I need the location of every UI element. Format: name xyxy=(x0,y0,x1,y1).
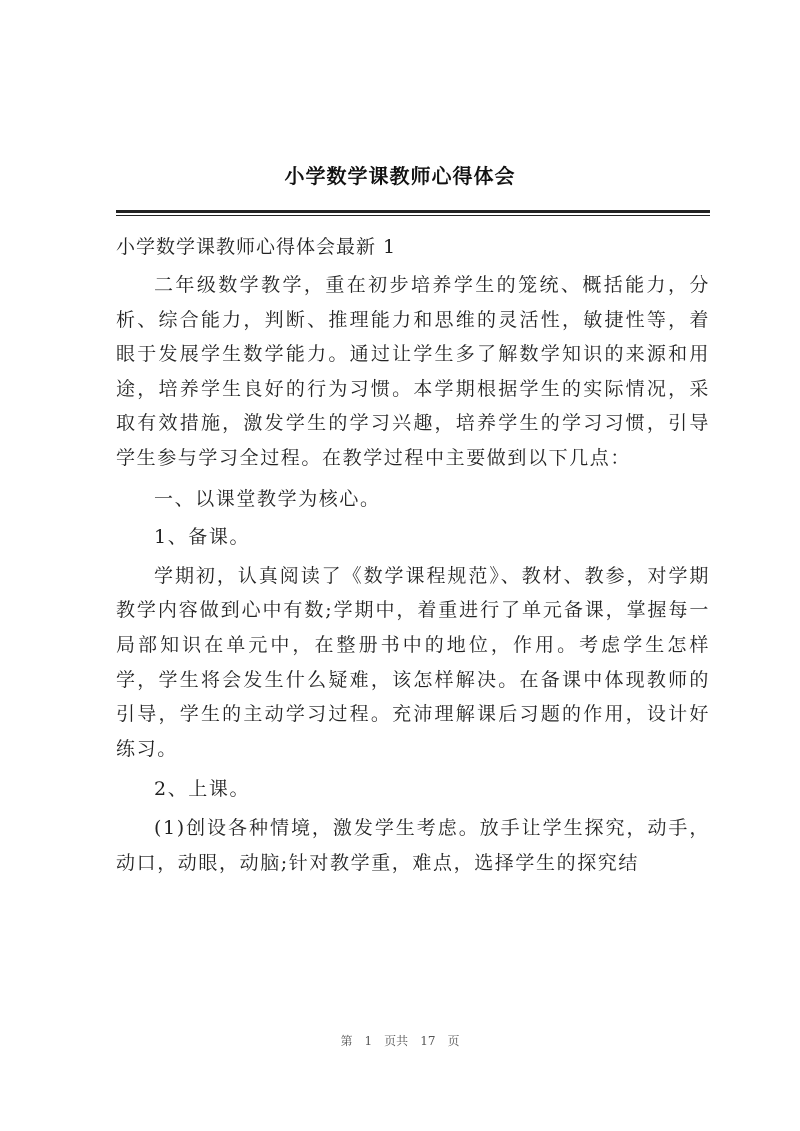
footer-label-of: 页共 xyxy=(384,1034,409,1048)
heading-lesson-prep: 1、备课。 xyxy=(154,526,251,549)
title-divider xyxy=(116,210,710,213)
paragraph-intro: 二年级数学教学，重在初步培养学生的笼统、概括能力，分析、综合能力，判断、推理能力和思维的灵活性，敏捷性等，着眼于发展学生数学能力。通过让学生多了解数学知识的来源和用途，培养学生良好的行为习惯。本学期根据学生的实际情况，采取有效措施，激发学生的学习兴趣，培养学生的学习习惯，引导学生参与学习全过程。在教学过程中主要做到以下几点： xyxy=(116,274,710,469)
paragraph-lesson-prep: 学期初，认真阅读了《数学课程规范》、教材、教参，对学期教学内容做到心中有数;学期中，着重进行了单元备课，掌握每一局部知识在单元中，在整册书中的地位，作用。考虑学生怎样学，学生将会发生什么疑难，该怎样解决。在备课中体现教师的引导，学生的主动学习过程。充沛理解课后习题的作用，设计好练习。 xyxy=(116,564,710,760)
footer-label-page: 第 xyxy=(340,1034,353,1048)
footer-total-pages: 17 xyxy=(420,1034,436,1048)
section-subtitle: 小学数学课教师心得体会最新 1 xyxy=(116,236,397,258)
footer-label-end: 页 xyxy=(447,1034,460,1048)
title-divider-thin xyxy=(116,215,710,216)
page-footer xyxy=(0,1032,800,1049)
page-title: 小学数学课教师心得体会 xyxy=(284,164,516,188)
footer-current-page: 1 xyxy=(364,1034,373,1048)
heading-classroom-teaching: 一、以课堂教学为核心。 xyxy=(154,487,381,510)
paragraph-teaching: (1)创设各种情境，激发学生考虑。放手让学生探究，动手，动口，动眼，动脑;针对教学重，难点，选择学生的探究结 xyxy=(116,816,710,874)
document-body xyxy=(116,230,710,886)
heading-teaching: 2、上课。 xyxy=(154,778,251,801)
